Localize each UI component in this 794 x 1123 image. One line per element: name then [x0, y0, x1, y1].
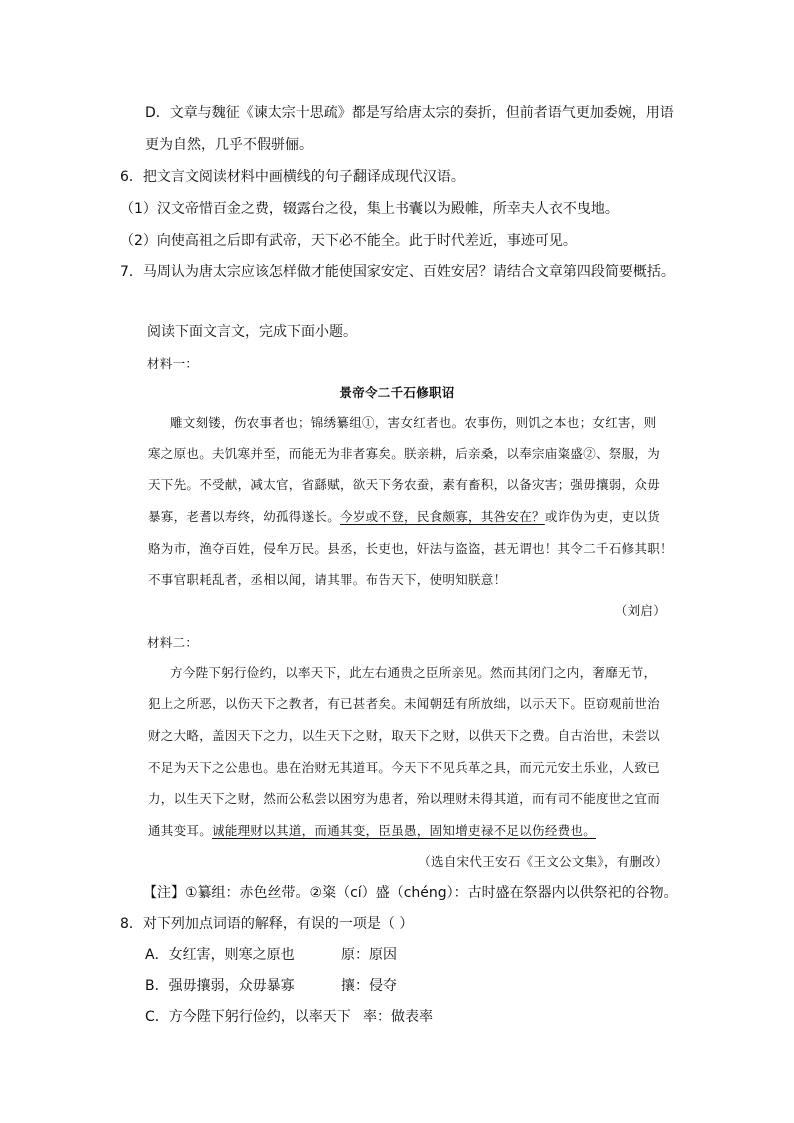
q8-option-c — [145, 1007, 433, 1027]
material1-label: 材料一： — [147, 356, 199, 371]
material2-label: 材料二： — [147, 635, 199, 650]
material1-line: 寒之原也。夫饥寒并至，而能无为非者寡矣。朕亲耕，后亲桑，以奉宗庙粢盛②、祭服，为 — [148, 446, 661, 461]
material2-source: （选自宋代王安石《王文公文集》，有删改） — [418, 854, 668, 869]
q6-item-2: （2）向使高祖之后即有武帝，天下必不能全。此于时代差近，事迹可见。 — [120, 233, 577, 249]
material1-title: 景帝令二千石修职诏 — [339, 385, 455, 400]
material1-text: 暴寡，老耆以寿终，幼孤得遂长。 — [148, 509, 341, 524]
q8-option-b-text: B．强毋攘弱，众毋暴寡 — [145, 978, 295, 994]
passage-intro: 阅读下面文言文，完成下面小题。 — [147, 324, 357, 340]
material2-line: 不足为天下之公患也。患在治财无其道耳。今天下不见兵革之具，而元元安土乐业，人致已 — [148, 760, 661, 775]
material2-line: 财之大略，盖因天下之力，以生天下之财，取天下之财，以供天下之费。自古治世，未尝以 — [148, 728, 661, 743]
material2-line-underlined — [148, 821, 596, 841]
q6-prompt: 6．把文言文阅读材料中画横线的句子翻译成现代汉语。 — [120, 169, 465, 185]
q8-option-b — [145, 976, 397, 996]
q6-item-1: （1）汉文帝惜百金之费，辍露台之役，集上书囊以为殿帷，所幸夫人衣不曳地。 — [120, 201, 619, 217]
material1-underlined-sentence: 今岁或不登，民食颇寡，其咎安在？ — [340, 509, 545, 524]
q8-option-a-text: A．女红害，则寒之原也 — [145, 947, 295, 963]
material1-line: 不事官职耗乱者，丞相以闻，请其罪。布告天下，使明知朕意！ — [148, 572, 507, 587]
material1-line: 赂为市，渔夺百姓，侵牟万民。县丞，长吏也，奸法与盗盗，甚无谓也！其令二千石修其职！ — [148, 541, 673, 556]
material1-line: 雕文刻镂，伤农事者也；锦绣纂组①，害女红者也。农事伤，则饥之本也；女红害，则 — [170, 415, 657, 430]
q8-option-a-gloss: 原：原因 — [341, 947, 397, 963]
q8-option-c-gloss: 率：做表率 — [363, 1009, 433, 1025]
material1-line-underlined — [148, 507, 660, 527]
material1-source: （刘启） — [614, 603, 666, 618]
material2-underlined-sentence: 诚能理财以其道，而通其变，臣虽愚，固知增吏禄不足以伤经费也。 — [212, 823, 597, 838]
q5-option-d-line2: 更为自然，几乎不假骈俪。 — [145, 137, 313, 153]
material2-line: 方今陛下躬行俭约，以率天下，此左右通贵之臣所亲见。然而其闭门之内，奢靡无节， — [170, 665, 657, 680]
q8-option-a — [145, 945, 397, 965]
material1-line: 天下先。不受献，减太官，省繇赋，欲天下务农蚕，素有畜积，以备灾害；强毋攘弱，众毋 — [148, 477, 661, 492]
q5-option-d-line1: D．文章与魏征《谏太宗十思疏》都是写给唐太宗的奏折，但前者语气更加委婉，用语 — [145, 105, 674, 121]
material2-line: 犯上之所恶，以伤天下之教者，有已甚者矣。未闻朝廷有所放绌，以示天下。臣窃观前世治 — [148, 696, 661, 711]
q7-prompt: 7．马周认为唐太宗应该怎样做才能使国家安定、百姓安居？请结合文章第四段简要概括。 — [120, 264, 675, 280]
material2-text: 通其变耳。 — [148, 823, 213, 838]
q8-option-c-text: C．方今陛下躬行俭约，以率天下 — [145, 1009, 351, 1025]
q8-prompt: 8．对下列加点词语的解释，有误的一项是（ ） — [120, 916, 414, 932]
material2-line: 力，以生天下之财，然而公私尝以困穷为患者，殆以理财未得其道，而有司不能度世之宜而 — [148, 791, 661, 806]
q8-option-b-gloss: 攘：侵夺 — [341, 978, 397, 994]
footnotes: 【注】①纂组：赤色丝带。②粢（cí）盛（chéng）：古时盛在祭器内以供祭祀的谷物。 — [143, 885, 678, 901]
material1-text: 或诈伪为吏，吏以货 — [544, 509, 661, 524]
